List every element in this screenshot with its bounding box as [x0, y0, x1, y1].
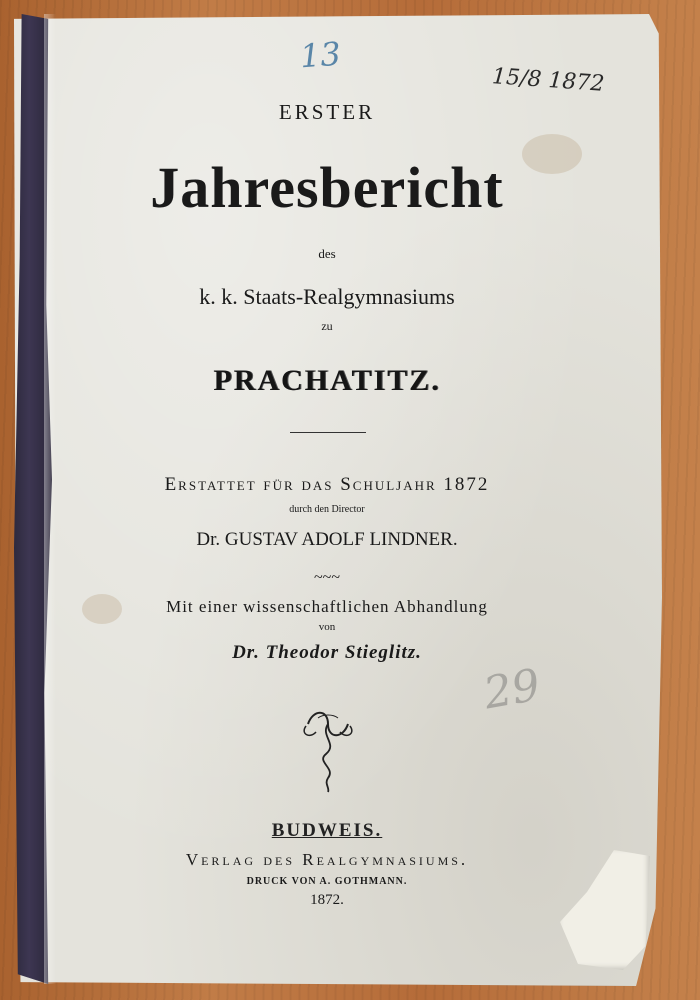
text-von: von: [318, 621, 336, 633]
place-name: BUDWEIS.: [271, 820, 383, 841]
school-name: k. k. Staats-Realgymnasiums: [199, 284, 455, 309]
divider-rule: [290, 432, 366, 433]
pencil-mark: 29: [479, 659, 545, 720]
text-zu: zu: [321, 319, 333, 333]
tilde-ornament: ~~~: [314, 569, 340, 586]
director-name: Dr. GUSTAV ADOLF LINDNER.: [196, 529, 458, 550]
printers-ornament-icon: [298, 704, 358, 794]
handwritten-number: 13: [298, 34, 342, 76]
page-title: Jahresbericht: [150, 155, 504, 220]
author-name: Dr. Theodor Stieglitz.: [232, 642, 422, 663]
town-name: PRACHATITZ.: [213, 364, 441, 397]
handwritten-date: 15/8 1872: [491, 64, 606, 97]
publication-year: 1872.: [310, 892, 344, 908]
publisher-line: Verlag des Realgymnasiums.: [185, 850, 469, 869]
printer-line: DRUCK VON A. GOTHMANN.: [246, 876, 408, 887]
treatise-line: Mit einer wissenschaftlichen Abhandlung: [166, 597, 488, 616]
text-des: des: [318, 246, 336, 261]
heading-erster: ERSTER: [278, 100, 376, 124]
school-year-line: Erstattet für das Schuljahr 1872: [164, 474, 490, 495]
cover-page: [52, 14, 662, 986]
text-durch: durch den Director: [289, 504, 365, 515]
